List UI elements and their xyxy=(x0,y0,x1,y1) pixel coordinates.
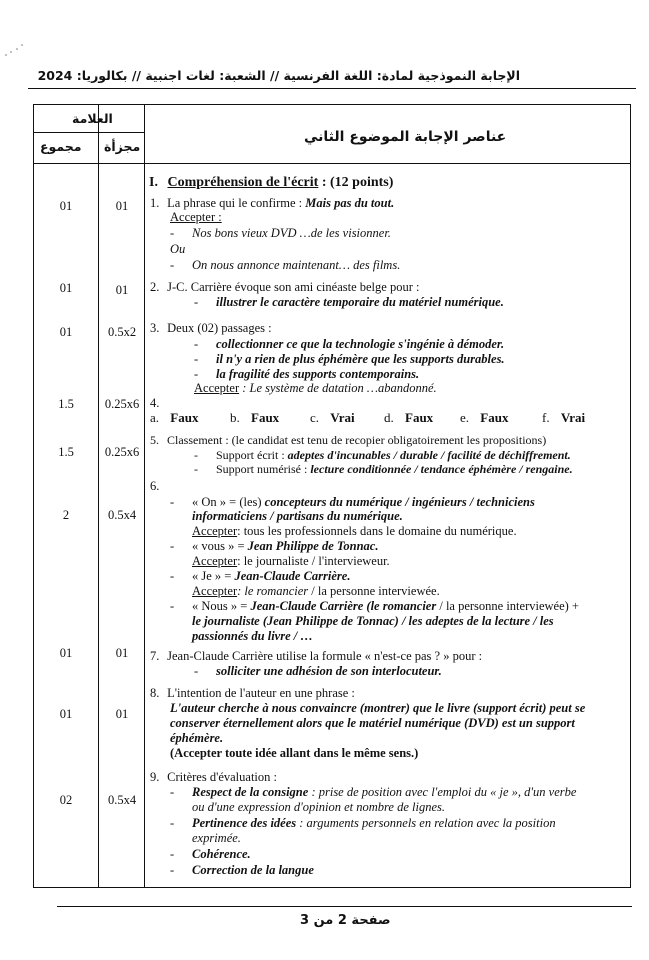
q4-item-a: a. Faux xyxy=(150,410,199,425)
q6-vous: - « vous » = Jean Philippe de Tonnac. xyxy=(170,539,379,553)
q6-number: 6. xyxy=(150,479,160,493)
row-divider xyxy=(34,163,630,164)
col-partial-header: مجزأة xyxy=(104,139,141,154)
q4-item-b: b. Faux xyxy=(230,410,280,425)
q9-criterion-3: - Cohérence. xyxy=(170,847,251,861)
q7-line: 7. Jean-Claude Carrière utilise la formule « n'est-ce pas ? » pour : xyxy=(150,649,483,663)
score-partial-q4: 0.25x6 xyxy=(104,397,140,411)
q6-on-accept: Accepter: tous les professionnels dans le domaine du numérique. xyxy=(192,524,517,538)
q5-line: 5. Classement : (le candidat est tenu de recopier obligatoirement les propositions) xyxy=(150,433,547,447)
score-partial-q7: 01 xyxy=(115,646,129,660)
section-heading xyxy=(149,175,393,191)
q8-answer-1: L'auteur cherche à nous convaincre (montrer) que le livre (support écrit) peut se xyxy=(170,701,586,715)
score-partial-q2: 01 xyxy=(115,283,129,297)
q3-line: 3. Deux (02) passages : xyxy=(150,321,272,335)
q9-criterion-1-cont: ou d'une expression d'opinion et nombre de lignes. xyxy=(192,800,445,814)
q6-vous-accept: Accepter: le journaliste / l'intervieweur. xyxy=(192,554,390,568)
q9-criterion-4: - Correction de la langue xyxy=(170,863,314,877)
score-partial-q9: 0.5x4 xyxy=(107,793,137,807)
q3-passage-3: - la fragilité des supports contemporains. xyxy=(194,367,420,381)
q7-answer: - solliciter une adhésion de son interlocuteur. xyxy=(194,664,442,678)
q8-answer-3: éphémère. xyxy=(170,731,224,745)
score-total-q5: 1.5 xyxy=(58,445,74,459)
q6-je-accept: Accepter: le romancier / la personne interviewée. xyxy=(192,584,440,598)
footer-divider xyxy=(57,906,632,907)
document-header: الإجابة النموذجية لمادة: اللغة الفرنسية // الشعبة: لغات اجنبية // بكالوريا: 2024 xyxy=(37,68,520,83)
q2-line: 2. J-C. Carrière évoque son ami cinéaste belge pour : xyxy=(150,280,420,294)
q8-line: 8. L'intention de l'auteur en une phrase : xyxy=(150,686,355,700)
q9-criterion-2: - Pertinence des idées : arguments personnels en relation avec la position xyxy=(170,816,556,830)
score-total-q8: 01 xyxy=(59,707,73,721)
scan-marks xyxy=(2,42,26,60)
q6-on: - « On » = (les) concepteurs du numérique / ingénieurs / techniciens xyxy=(170,495,535,509)
q8-answer-2: conserver éternellement alors que le matériel numérique (DVD) est un support xyxy=(170,716,575,730)
q9-criterion-2-cont: exprimée. xyxy=(192,831,241,845)
q4-item-c: c. Vrai xyxy=(310,410,355,425)
q6-nous: - « Nous » = Jean-Claude Carrière (le romancier / la personne interviewée) + xyxy=(170,599,579,613)
q1-option-2: - On nous annonce maintenant… des films. xyxy=(170,258,401,272)
score-partial-q8: 01 xyxy=(115,707,129,721)
q4-item-e: e. Faux xyxy=(460,410,509,425)
column-divider xyxy=(144,105,145,887)
q6-je: - « Je » = Jean-Claude Carrière. xyxy=(170,569,351,583)
section-points: : (12 points) xyxy=(321,175,394,190)
row-divider xyxy=(34,132,144,133)
col-total-header: مجموع xyxy=(40,139,82,154)
score-total-q6: 2 xyxy=(62,508,70,522)
q3-passage-1: - collectionner ce que la technologie s'ingénie à démoder. xyxy=(194,337,505,351)
section-label: I. xyxy=(149,175,158,190)
q1-number: 1. xyxy=(150,196,160,210)
q4-number: 4. xyxy=(150,396,160,410)
q5-written: - Support écrit : adeptes d'incunables / durable / facilité de déchiffrement. xyxy=(194,448,571,462)
q1-answer: Mais pas du tout. xyxy=(305,196,395,210)
score-partial-q5: 0.25x6 xyxy=(104,445,140,459)
section-title: Compréhension de l'écrit xyxy=(167,175,319,190)
content-title: عناصر الإجابة الموضوع الثاني xyxy=(304,129,507,145)
score-total-q4: 1.5 xyxy=(58,397,74,411)
q2-answer: - illustrer le caractère temporaire du matériel numérique. xyxy=(194,295,504,309)
q1-or: Ou xyxy=(170,242,186,256)
q4-item-d: d. Faux xyxy=(384,410,434,425)
q6-nous-cont: le journaliste (Jean Philippe de Tonnac) / les adeptes de la lecture / les xyxy=(192,614,554,628)
score-total-q1: 01 xyxy=(59,199,73,213)
score-title: العلامة xyxy=(72,111,113,126)
q1-accept: Accepter : xyxy=(170,210,222,224)
column-divider xyxy=(98,105,99,887)
header-divider xyxy=(28,88,636,89)
score-partial-q1: 01 xyxy=(115,199,129,213)
score-total-q2: 01 xyxy=(59,281,73,295)
q4-item-f: f. Vrai xyxy=(542,410,586,425)
page-number: صفحة 2 من 3 xyxy=(300,913,391,928)
answer-table xyxy=(33,104,631,888)
q6-on-cont: informaticiens / partisans du numérique. xyxy=(192,509,403,523)
q1-text: La phrase qui le confirme : xyxy=(167,196,303,210)
score-total-q3: 01 xyxy=(59,325,73,339)
q3-passage-2: - il n'y a rien de plus éphémère que les supports durables. xyxy=(194,352,505,366)
q9-criterion-1: - Respect de la consigne : prise de position avec l'emploi du « je », d'un verbe xyxy=(170,785,577,799)
q1-option-1: - Nos bons vieux DVD …de les visionner. xyxy=(170,226,391,240)
q8-note: (Accepter toute idée allant dans le même sens.) xyxy=(170,746,419,760)
q6-nous-cont-2: passionnés du livre / … xyxy=(192,629,313,643)
q3-accept: Accepter : Le système de datation …abandonné. xyxy=(194,381,437,395)
score-partial-q6: 0.5x4 xyxy=(107,508,137,522)
score-total-q9: 02 xyxy=(59,793,73,807)
score-total-q7: 01 xyxy=(59,646,73,660)
q5-digital: - Support numérisé : lecture conditionnée / tendance éphémère / rengaine. xyxy=(194,462,573,476)
score-partial-q3: 0.5x2 xyxy=(107,325,137,339)
q9-line: 9. Critères d'évaluation : xyxy=(150,770,277,784)
